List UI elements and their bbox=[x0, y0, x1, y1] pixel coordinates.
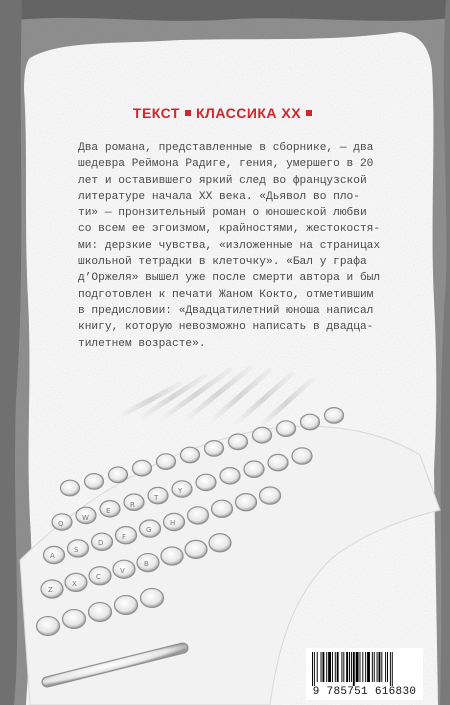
barcode-bar bbox=[317, 652, 318, 682]
barcode-bar bbox=[356, 652, 359, 682]
annotation-line: литературе начала XX века. «Дьявол во пло- bbox=[78, 190, 360, 203]
svg-text:G: G bbox=[146, 526, 152, 534]
typewriter-key bbox=[181, 447, 200, 463]
typewriter-key bbox=[209, 534, 231, 552]
svg-text:R: R bbox=[130, 501, 135, 509]
typewriter-key bbox=[61, 480, 80, 496]
annotation-line: д’Оржеля» вышел уже после смерти автора и был bbox=[78, 272, 381, 285]
svg-text:Y: Y bbox=[178, 487, 183, 495]
barcode-bar bbox=[362, 652, 363, 682]
barcode-bar bbox=[360, 652, 361, 682]
svg-text:F: F bbox=[122, 533, 127, 541]
barcode-bar bbox=[372, 652, 373, 682]
barcode-bar bbox=[377, 652, 378, 682]
typewriter-key bbox=[141, 589, 164, 608]
typewriter-key bbox=[185, 540, 207, 558]
typewriter-key bbox=[37, 617, 60, 636]
typewriter-key bbox=[89, 603, 112, 622]
barcode-bar bbox=[374, 652, 375, 682]
barcode-bar bbox=[392, 652, 393, 686]
svg-text:X: X bbox=[72, 580, 77, 588]
svg-text:H: H bbox=[170, 519, 176, 527]
barcode-bar bbox=[367, 652, 370, 682]
barcode-bar bbox=[349, 652, 350, 682]
typewriter-key bbox=[85, 474, 104, 490]
barcode-bar bbox=[385, 652, 386, 682]
typewriter-key bbox=[236, 494, 257, 511]
barcode-bar bbox=[353, 652, 355, 686]
annotation bbox=[78, 140, 381, 352]
typewriter-key bbox=[109, 467, 128, 483]
barcode-bars bbox=[312, 652, 417, 686]
typewriter-key bbox=[301, 414, 320, 430]
annotation-line: шедевра Реймона Радиге, гения, умершего в 20 bbox=[78, 158, 374, 171]
barcode-bar bbox=[381, 652, 382, 682]
typewriter-key bbox=[220, 468, 240, 484]
typewriter-key bbox=[157, 454, 176, 470]
svg-text:W: W bbox=[82, 514, 89, 522]
annotation-line: в предисловии: «Двадцатилетний юноша написал bbox=[78, 304, 374, 317]
annotation-line: книгу, которую невозможно написать в двадца- bbox=[78, 321, 374, 334]
series-collection: КЛАССИКА XX bbox=[195, 105, 302, 121]
typewriter-key bbox=[325, 408, 344, 424]
svg-text:Q: Q bbox=[58, 520, 64, 528]
barcode-bar bbox=[322, 652, 324, 682]
typewriter-key bbox=[292, 448, 312, 464]
barcode-bar bbox=[343, 652, 344, 682]
typewriter-key bbox=[212, 500, 233, 517]
typewriter-key bbox=[260, 487, 281, 504]
annotation-line: подготовлен к печати Жаном Кокто, отметившим bbox=[78, 288, 374, 301]
barcode-bar bbox=[365, 652, 366, 682]
annotation-line: школьной тетрадки в клеточку». «Бал у графа bbox=[78, 256, 367, 269]
barcode-bar bbox=[321, 652, 322, 682]
barcode-bar bbox=[379, 652, 381, 682]
barcode-bar bbox=[390, 652, 391, 686]
annotation-line: Два романа, представленные в сборнике, — два bbox=[78, 142, 374, 154]
series-separator-1 bbox=[185, 110, 191, 116]
typewriter-key bbox=[205, 441, 224, 457]
barcode-bar bbox=[328, 652, 331, 682]
svg-text:A: A bbox=[50, 552, 55, 560]
typewriter-key bbox=[188, 507, 209, 524]
series-separator-2 bbox=[306, 110, 312, 116]
svg-text:V: V bbox=[120, 567, 125, 575]
barcode-bar bbox=[351, 652, 352, 682]
barcode-bar bbox=[332, 652, 333, 682]
barcode-bar bbox=[387, 652, 388, 682]
annotation-line: лет и оставившего яркий след во французской bbox=[78, 174, 367, 187]
barcode-bar bbox=[312, 652, 313, 686]
barcode-bar bbox=[314, 652, 315, 686]
typewriter-key bbox=[253, 427, 272, 443]
barcode-bar bbox=[341, 652, 342, 682]
svg-text:B: B bbox=[144, 560, 149, 568]
svg-text:T: T bbox=[154, 494, 159, 502]
typewriter-key bbox=[63, 610, 86, 629]
barcode-bar bbox=[326, 652, 327, 682]
typewriter-key bbox=[196, 474, 216, 490]
typewriter-key bbox=[268, 454, 288, 470]
barcode bbox=[306, 648, 423, 700]
svg-text:Z: Z bbox=[48, 586, 53, 594]
typewriter-key bbox=[277, 421, 296, 437]
svg-text:S: S bbox=[74, 546, 79, 554]
typewriter-key bbox=[133, 460, 152, 476]
annotation-line: со всем ее эгоизмом, крайностями, жестокостя- bbox=[78, 223, 381, 236]
typewriter-key bbox=[229, 434, 248, 450]
barcode-bar bbox=[335, 652, 336, 682]
typewriter-key bbox=[115, 596, 138, 615]
typewriter-key bbox=[161, 547, 183, 565]
svg-text:E: E bbox=[106, 507, 111, 515]
annotation-line: ми: дерзкие чувства, «изложенные на страницах bbox=[78, 239, 381, 252]
series-publisher: ТЕКСТ bbox=[132, 105, 180, 121]
isbn-number: 9 785751 616830 bbox=[312, 686, 417, 698]
svg-text:D: D bbox=[98, 539, 104, 547]
barcode-bar bbox=[337, 652, 339, 682]
barcode-bar bbox=[346, 652, 348, 682]
series-heading bbox=[0, 105, 450, 121]
annotation-line: ти» — пронзительный роман о юношеской любви bbox=[78, 207, 367, 220]
typewriter-key bbox=[244, 461, 264, 477]
annotation-line: тилетнем возрасте». bbox=[78, 337, 206, 350]
svg-text:C: C bbox=[96, 573, 101, 581]
